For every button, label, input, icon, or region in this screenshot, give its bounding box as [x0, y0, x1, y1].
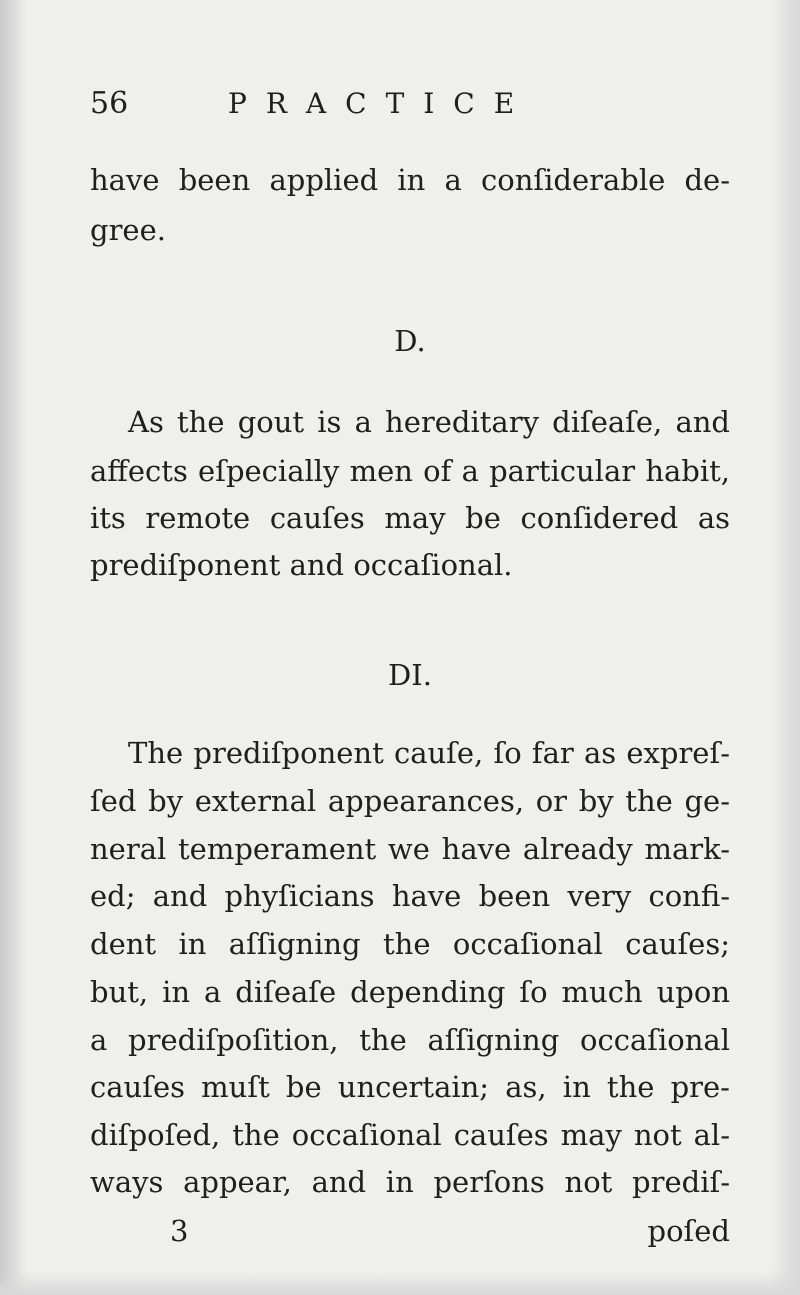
text-line: neral temperament we have already mark- — [90, 832, 730, 866]
text-line: affects eſpecially men of a particular habit, — [90, 454, 730, 488]
text-line: dent in aſſigning the occaſional cauſes; — [90, 927, 730, 961]
text-line: have been applied in a conſiderable de- — [90, 163, 730, 197]
running-head: PRACTICE — [228, 87, 534, 120]
text-line: diſpoſed, the occaſional cauſes may not al- — [90, 1118, 730, 1152]
section-heading-D: D. — [394, 324, 426, 358]
text-line: ſed by external appearances, or by the ge- — [90, 784, 730, 818]
text-line: As the gout is a hereditary diſeaſe, and — [128, 405, 730, 439]
text-line: ed; and phyſicians have been very confi- — [90, 879, 730, 913]
page-bottom-shadow — [0, 1271, 800, 1295]
text-line: prediſponent and occaſional. — [90, 548, 513, 582]
page-gutter-shadow — [0, 0, 28, 1295]
page-footer — [90, 1211, 730, 1251]
text-line: gree. — [90, 213, 166, 247]
text-line: The prediſponent cauſe, ſo far as expreſ- — [128, 736, 730, 770]
text-line: a prediſpoſition, the aſſigning occaſional — [90, 1023, 730, 1057]
signature-mark: 3 — [170, 1214, 189, 1248]
page-number: 56 — [90, 86, 129, 121]
catchword: poſed — [647, 1214, 730, 1248]
page-edge-shadow — [770, 0, 800, 1295]
page-header — [90, 84, 730, 124]
section-heading-DI: DI. — [388, 658, 432, 692]
text-line: cauſes muſt be uncertain; as, in the pre- — [90, 1070, 730, 1104]
text-line: its remote cauſes may be conſidered as — [90, 501, 730, 535]
text-line: but, in a diſeaſe depending ſo much upon — [90, 975, 730, 1009]
text-line: ways appear, and in perſons not prediſ- — [90, 1165, 730, 1199]
